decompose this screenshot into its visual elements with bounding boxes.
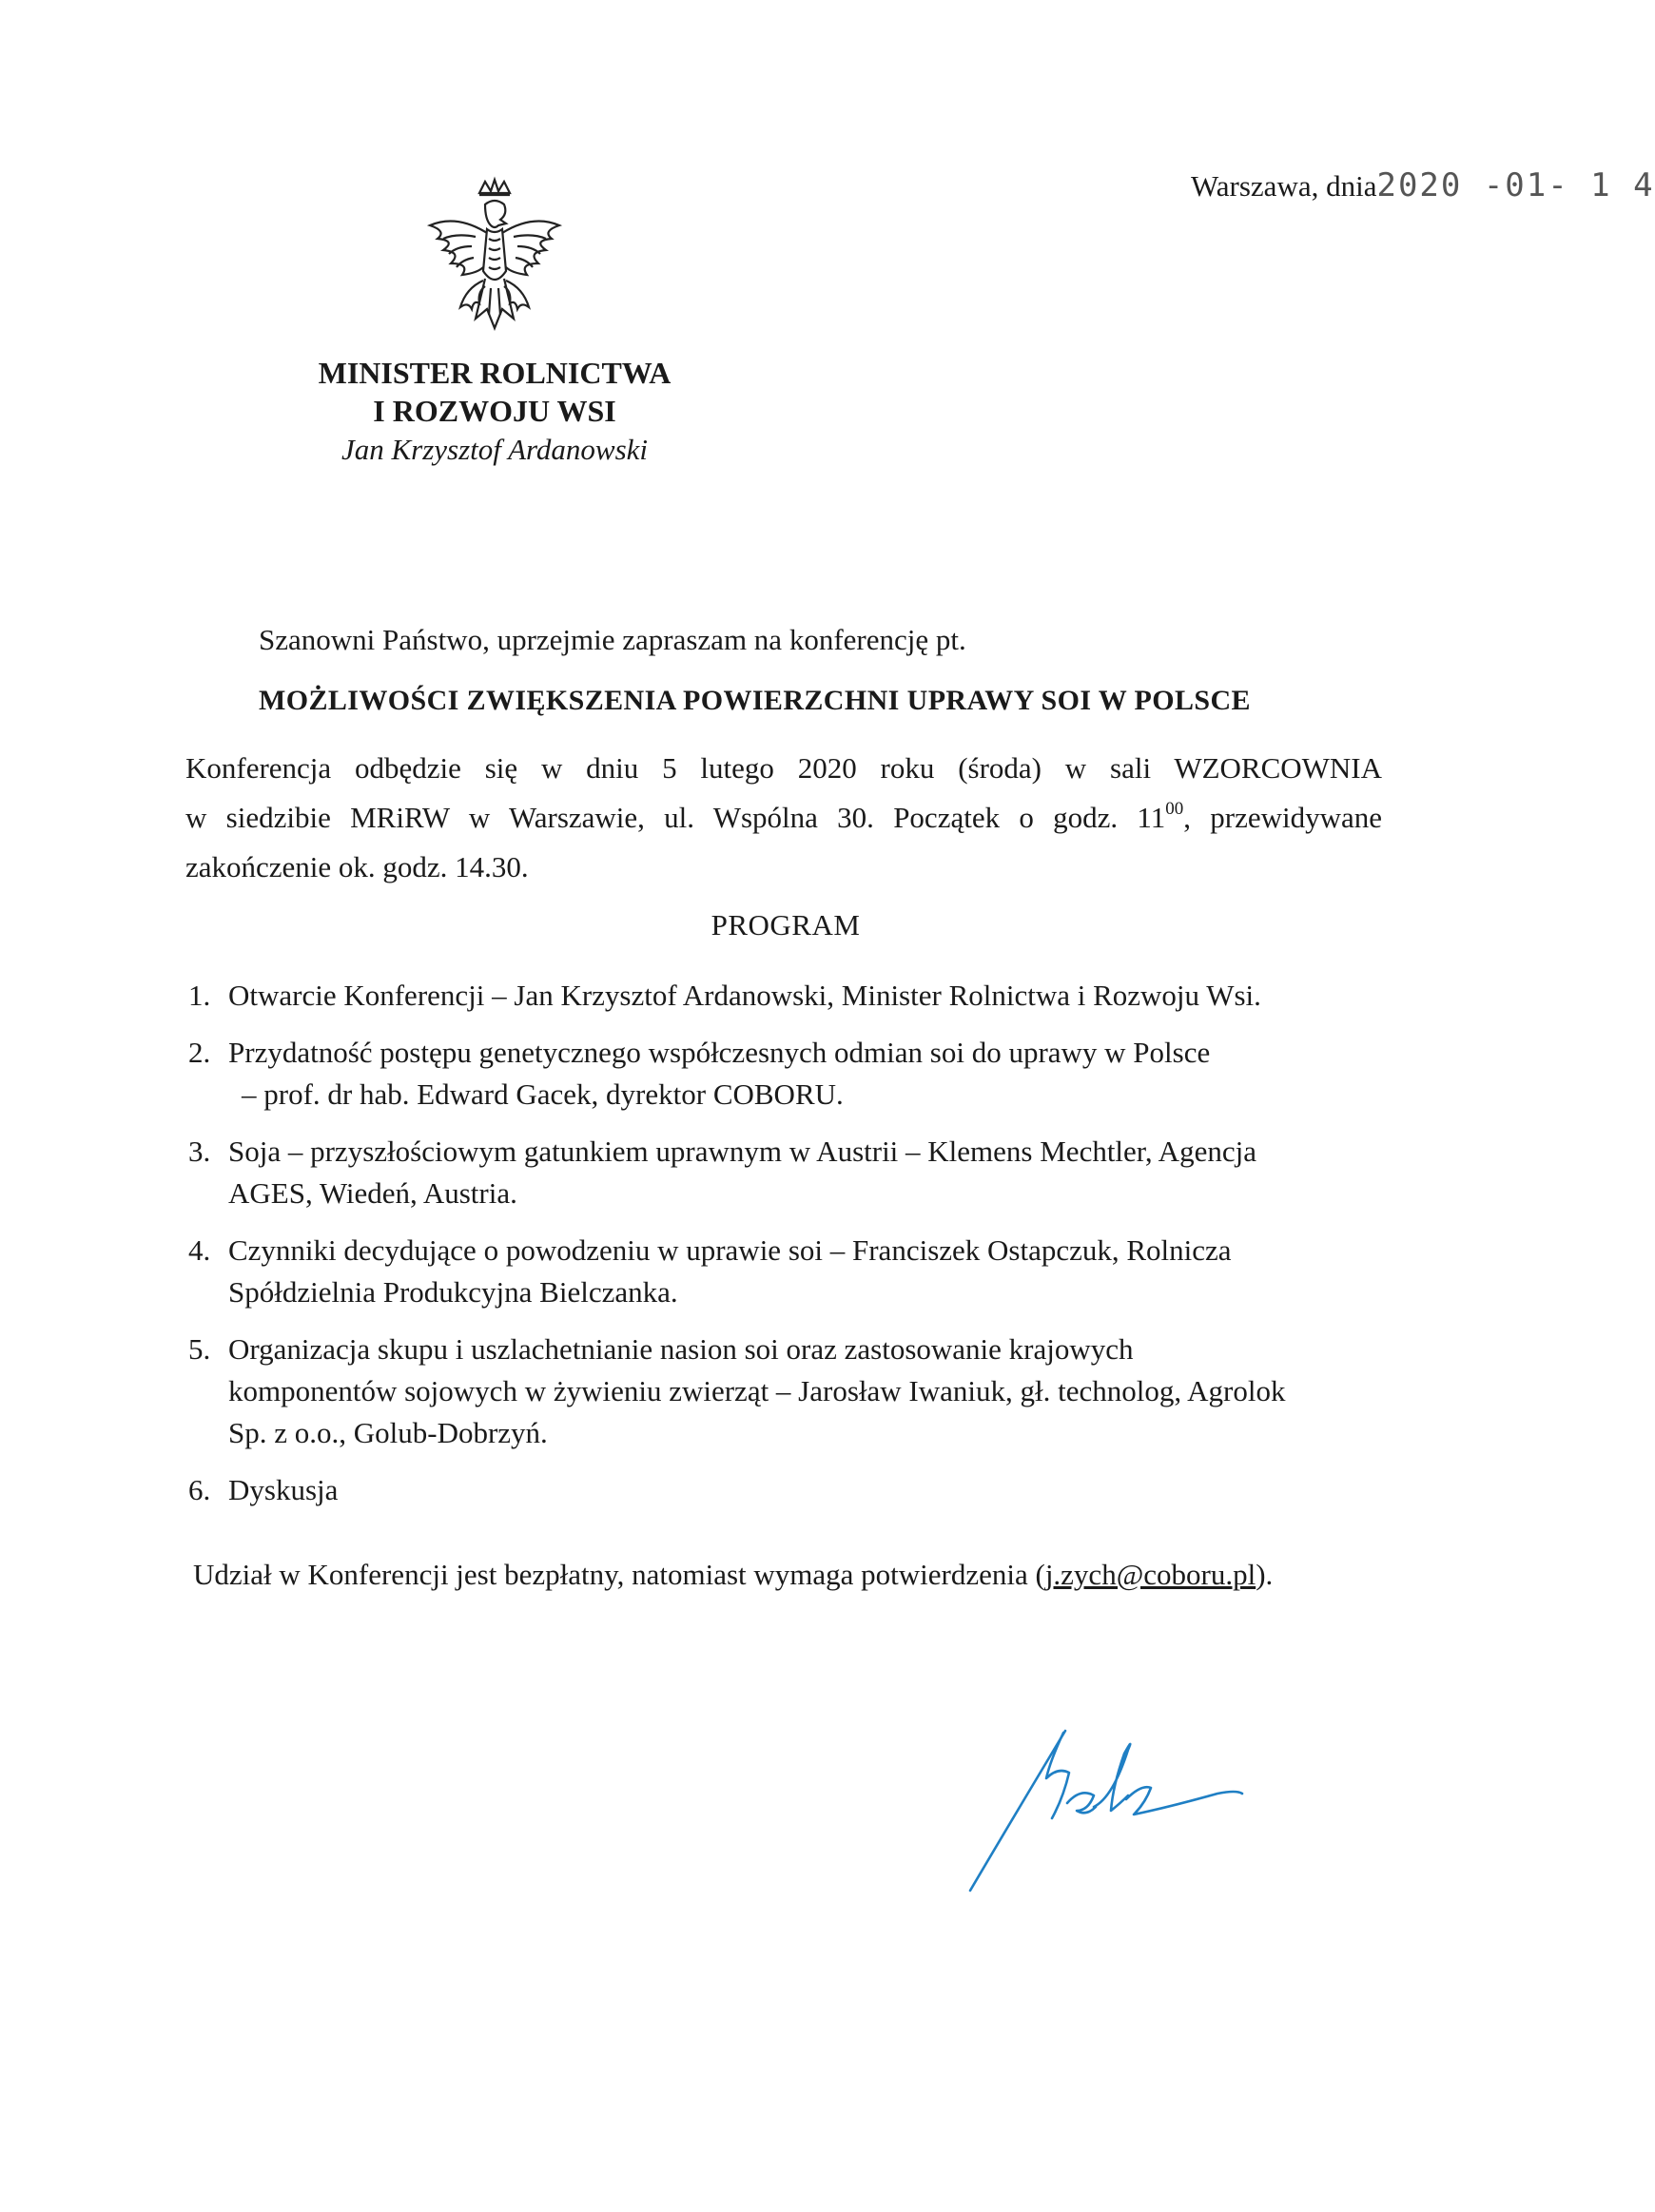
program-item-line: Organizacja skupu i uszlachetnianie nasion soi oraz zastosowanie krajowych — [228, 1332, 1134, 1366]
organization-line1: MINISTER ROLNICTWA — [318, 356, 672, 390]
program-item-line: – prof. dr hab. Edward Gacek, dyrektor COBORU. — [242, 1077, 844, 1111]
program-item-line: Otwarcie Konferencji – Jan Krzysztof Ardanowski, Minister Rolnictwa i Rozwoju Wsi. — [228, 979, 1261, 1012]
program-item-line: Czynniki decydujące o powodzeniu w uprawie soi – Franciszek Ostapczuk, Rolnicza — [228, 1233, 1232, 1267]
program-item-number: 1. — [188, 979, 211, 1012]
footer-text-before: Udział w Konferencji jest bezpłatny, natomiast wymaga potwierdzenia ( — [193, 1558, 1045, 1591]
intro-line3: zakończenie ok. godz. 14.30. — [185, 850, 529, 883]
program-item — [188, 975, 1425, 1017]
email-link[interactable]: j.zych@coboru.pl — [1044, 1558, 1256, 1591]
program-item — [188, 1032, 1425, 1116]
program-item-line: Dyskusja — [228, 1473, 339, 1506]
intro-paragraph — [185, 744, 1382, 843]
city-date-label: Warszawa, dnia — [1191, 169, 1377, 203]
polish-eagle-emblem-icon — [419, 176, 571, 347]
program-item-number: 5. — [188, 1332, 211, 1366]
program-item-number: 2. — [188, 1036, 211, 1069]
intro-line2 — [185, 793, 1382, 843]
conference-title: MOŻLIWOŚCI ZWIĘKSZENIA POWIERZCHNI UPRAWY SOI W POLSCE — [259, 685, 1251, 716]
intro-line2-start: w siedzibie MRiRW w Warszawie, ul. Wspólna 30. Początek o godz. 11 — [185, 801, 1166, 834]
intro-line2-end: , przewidywane — [1183, 801, 1382, 834]
minister-name: Jan Krzysztof Ardanowski — [341, 433, 649, 466]
intro-time-sup: 00 — [1165, 799, 1184, 819]
program-item — [188, 1230, 1425, 1313]
program-item-number: 6. — [188, 1473, 211, 1506]
program-item-line: Spółdzielnia Produkcyjna Bielczanka. — [228, 1275, 678, 1309]
program-item-number: 4. — [188, 1233, 211, 1267]
handwritten-signature — [951, 1712, 1265, 1902]
date-stamp: 2020 -01- 1 4 — [1376, 166, 1655, 204]
program-item-line: Przydatność postępu genetycznego współczesnych odmian soi do uprawy w Polsce — [228, 1036, 1211, 1069]
program-item-number: 3. — [188, 1135, 211, 1168]
organization-line2: I ROZWOJU WSI — [373, 394, 616, 428]
intro-line1: Konferencja odbędzie się w dniu 5 lutego 2020 roku (środa) w sali WZORCOWNIA — [185, 751, 1382, 785]
program-item — [188, 1329, 1425, 1454]
footer-text-after: ). — [1256, 1558, 1274, 1591]
organization-block — [190, 354, 799, 470]
program-item-line: komponentów sojowych w żywieniu zwierząt – Jarosław Iwaniuk, gł. technolog, Agrolok — [228, 1374, 1286, 1407]
program-item-line: Soja – przyszłościowym gatunkiem uprawnym w Austrii – Klemens Mechtler, Agencja — [228, 1135, 1256, 1168]
program-item — [188, 1131, 1425, 1214]
footer-note — [193, 1558, 1273, 1592]
program-item-line: Sp. z o.o., Golub-Dobrzyń. — [228, 1416, 548, 1449]
date-line — [1191, 166, 1655, 204]
greeting: Szanowni Państwo, uprzejmie zapraszam na konferencję pt. — [259, 623, 966, 656]
program-heading: PROGRAM — [711, 908, 861, 941]
program-list — [188, 975, 1425, 1526]
program-item — [188, 1469, 1425, 1511]
program-item-line: AGES, Wiedeń, Austria. — [228, 1176, 517, 1210]
